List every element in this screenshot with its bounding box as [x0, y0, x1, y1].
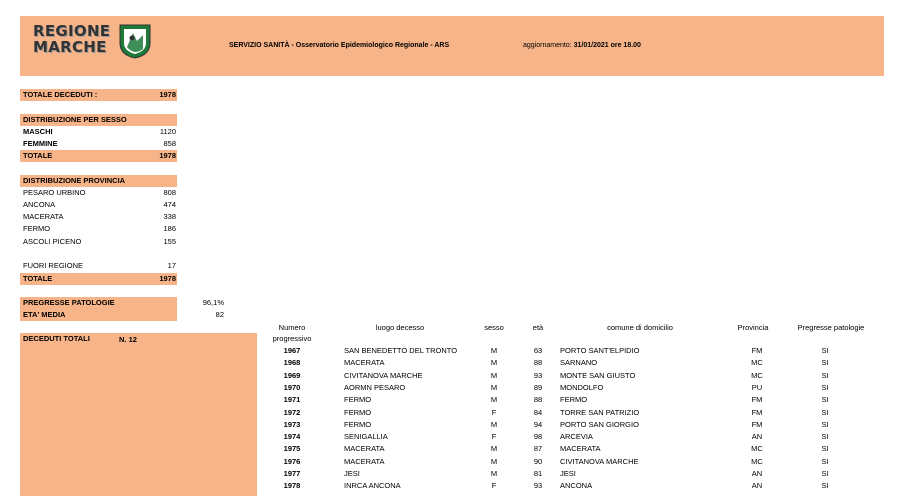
femmine-value: 858 — [163, 139, 176, 148]
eta-value: 82 — [215, 310, 224, 319]
cell-luogo: MACERATA — [344, 444, 385, 454]
cell-comune: ANCONA — [560, 481, 593, 491]
cell-sesso: M — [490, 370, 498, 380]
cell-provincia: FM — [751, 407, 763, 417]
cell-comune: MACERATA — [560, 444, 601, 454]
table-row — [260, 370, 900, 382]
provincia-title: DISTRIBUZIONE PROVINCIA — [23, 176, 126, 185]
provincia-item-value: 338 — [163, 212, 176, 221]
cell-patologie: SI — [821, 432, 829, 442]
cell-sesso: F — [491, 481, 497, 491]
cell-luogo: MACERATA — [344, 358, 385, 368]
cell-numero: 1972 — [283, 407, 301, 417]
cell-luogo: MACERATA — [344, 456, 385, 466]
cell-eta: 90 — [533, 456, 543, 466]
cell-eta: 81 — [533, 469, 543, 478]
col-header-eta: età — [532, 323, 544, 332]
cell-provincia: MC — [751, 456, 763, 466]
table-row — [260, 345, 900, 357]
cell-provincia: FM — [751, 395, 763, 405]
cell-comune: MONDOLFO — [560, 382, 604, 392]
col-header-luogo: luogo decesso — [375, 323, 425, 332]
cell-luogo: CIVITANOVA MARCHE — [344, 370, 423, 380]
cell-sesso: M — [490, 469, 498, 478]
cell-provincia: MC — [751, 358, 763, 368]
col-header-numero: Numero progressivo — [272, 323, 312, 343]
cell-sesso: M — [490, 346, 498, 355]
cell-sesso: M — [490, 395, 498, 405]
cell-patologie: SI — [821, 346, 829, 355]
cell-luogo: AORMN PESARO — [344, 382, 406, 392]
cell-patologie: SI — [821, 456, 829, 466]
cell-sesso: M — [490, 358, 498, 368]
cell-provincia: AN — [751, 469, 763, 478]
cell-comune: MONTE SAN GIUSTO — [560, 370, 636, 380]
sesso-totale-value: 1978 — [159, 151, 176, 160]
cell-provincia: MC — [751, 444, 763, 454]
cell-comune: PORTO SAN GIORGIO — [560, 419, 639, 429]
cell-sesso: M — [490, 456, 498, 466]
cell-comune: PORTO SANT'ELPIDIO — [560, 346, 640, 355]
sesso-title: DISTRIBUZIONE PER SESSO — [23, 115, 127, 124]
provincia-item-value: 155 — [163, 237, 176, 246]
col-header-comune: comune di domicilio — [607, 323, 673, 332]
provincia-item-label: ANCONA — [23, 200, 56, 209]
cell-luogo: JESI — [344, 469, 360, 478]
cell-luogo: FERMO — [344, 395, 372, 405]
cell-patologie: SI — [821, 358, 829, 368]
provincia-item-value: 474 — [163, 200, 176, 209]
cell-comune: ARCEVIA — [560, 432, 593, 442]
fuori-regione-label: FUORI REGIONE — [23, 261, 84, 270]
cell-numero: 1975 — [283, 444, 301, 454]
fuori-regione-value: 17 — [167, 261, 176, 270]
eta-label: ETA' MEDIA — [23, 310, 66, 319]
cell-luogo: SAN BENEDETTO DEL TRONTO — [344, 346, 458, 355]
table-row — [260, 443, 900, 455]
cell-eta: 87 — [533, 444, 543, 454]
cell-comune: CIVITANOVA MARCHE — [560, 456, 639, 466]
cell-luogo: INRCA ANCONA — [344, 481, 401, 491]
deceduti-totali-label: DECEDUTI TOTALI — [23, 334, 90, 343]
totale-deceduti-value: 1978 — [159, 90, 176, 99]
cell-eta: 88 — [533, 358, 543, 368]
cell-provincia: FM — [751, 419, 763, 429]
cell-patologie: SI — [821, 481, 829, 491]
provincia-item-label: ASCOLI PICENO — [23, 237, 82, 246]
cell-numero: 1977 — [283, 469, 301, 478]
col-header-patologie: Pregresse patologie — [797, 323, 865, 332]
cell-eta: 89 — [533, 382, 543, 392]
cell-provincia: AN — [751, 481, 763, 491]
provincia-item-label: MACERATA — [23, 212, 64, 221]
cell-numero: 1976 — [283, 456, 301, 466]
table-row — [260, 480, 900, 492]
provincia-item-label: FERMO — [23, 224, 51, 233]
cell-eta: 88 — [533, 395, 543, 405]
table-row — [260, 468, 900, 480]
cell-luogo: SENIGALLIA — [344, 432, 388, 442]
cell-numero: 1970 — [283, 382, 301, 392]
cell-patologie: SI — [821, 382, 829, 392]
logo-line1: REGIONE — [33, 22, 111, 40]
patologie-value: 96,1% — [202, 298, 224, 307]
deceduti-totali-count: N. 12 — [119, 335, 137, 344]
cell-provincia: MC — [751, 370, 763, 380]
provincia-item-label: PESARO URBINO — [23, 188, 86, 197]
femmine-label: FEMMINE — [23, 139, 58, 148]
update-label: aggiornamento: — [523, 42, 572, 49]
provincia-item-value: 186 — [163, 224, 176, 233]
cell-patologie: SI — [821, 407, 829, 417]
cell-sesso: M — [490, 444, 498, 454]
provincia-totale-value: 1978 — [159, 274, 176, 283]
cell-sesso: F — [491, 407, 497, 417]
cell-provincia: FM — [751, 346, 763, 355]
cell-provincia: AN — [751, 432, 763, 442]
cell-sesso: F — [491, 432, 497, 442]
cell-eta: 94 — [533, 419, 543, 429]
cell-luogo: FERMO — [344, 419, 372, 429]
cell-sesso: M — [490, 382, 498, 392]
provincia-totale-label: TOTALE — [23, 274, 53, 283]
regione-marche-logo — [33, 23, 163, 63]
cell-patologie: SI — [821, 469, 829, 478]
table-row — [260, 419, 900, 431]
cell-patologie: SI — [821, 370, 829, 380]
col-header-provincia: Provincia — [737, 323, 769, 332]
cell-eta: 84 — [533, 407, 543, 417]
update-info — [523, 42, 641, 49]
cell-numero: 1978 — [283, 481, 301, 491]
cell-eta: 63 — [533, 346, 543, 355]
cell-provincia: PU — [751, 382, 763, 392]
cell-comune: FERMO — [560, 395, 588, 405]
provincia-item-value: 808 — [163, 188, 176, 197]
cell-numero: 1968 — [283, 358, 301, 368]
table-row — [260, 431, 900, 443]
cell-eta: 93 — [533, 481, 543, 491]
maschi-value: 1120 — [159, 127, 176, 136]
totale-deceduti-label: TOTALE DECEDUTI : — [23, 90, 98, 99]
sesso-totale-label: TOTALE — [23, 151, 53, 160]
cell-eta: 93 — [533, 370, 543, 380]
maschi-label: MASCHI — [23, 127, 53, 136]
table-row — [260, 456, 900, 468]
table-row — [260, 382, 900, 394]
cell-comune: SARNANO — [560, 358, 598, 368]
crest-icon — [117, 23, 153, 59]
cell-numero: 1971 — [283, 395, 301, 405]
cell-comune: TORRE SAN PATRIZIO — [560, 407, 640, 417]
cell-patologie: SI — [821, 395, 829, 405]
deceduti-totali-block — [20, 333, 257, 496]
cell-comune: JESI — [560, 469, 576, 478]
patologie-label: PREGRESSE PATOLOGIE — [23, 298, 115, 307]
cell-numero: 1969 — [283, 370, 301, 380]
table-row — [260, 407, 900, 419]
table-row — [260, 394, 900, 406]
cell-patologie: SI — [821, 419, 829, 429]
update-value: 31/01/2021 ore 18.00 — [573, 42, 641, 49]
cell-patologie: SI — [821, 444, 829, 454]
cell-numero: 1974 — [283, 432, 301, 442]
col-header-sesso: sesso — [484, 323, 504, 332]
cell-luogo: FERMO — [344, 407, 372, 417]
logo-line2: MARCHE — [33, 38, 107, 56]
cell-eta: 98 — [533, 432, 543, 442]
cell-sesso: M — [490, 419, 498, 429]
cell-numero: 1967 — [283, 346, 301, 355]
table-row — [260, 357, 900, 369]
cell-numero: 1973 — [283, 419, 301, 429]
service-title: SERVIZIO SANITÀ - Osservatorio Epidemiologico Regionale - ARS — [229, 42, 450, 49]
